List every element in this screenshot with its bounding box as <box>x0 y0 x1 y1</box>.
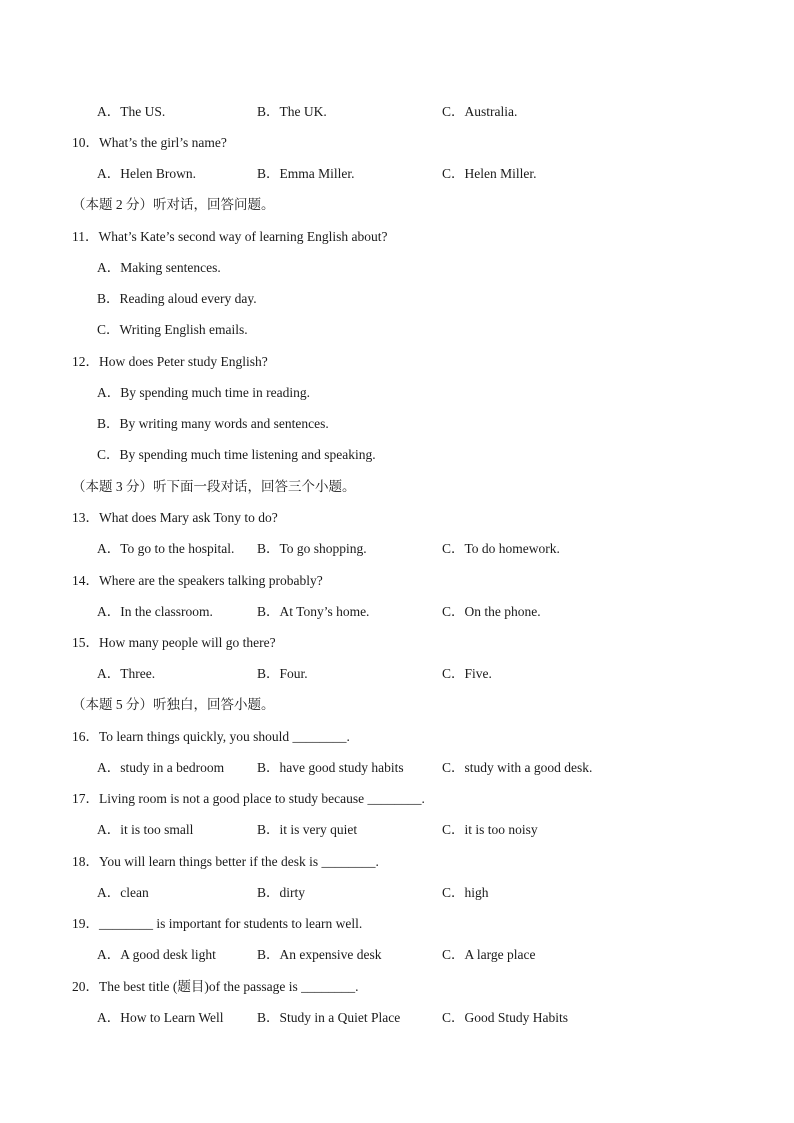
question-text: 12．How does Peter study English? <box>72 354 268 369</box>
option-a: A．To go to the hospital. <box>97 541 235 556</box>
option-a: A．study in a bedroom <box>97 760 225 775</box>
option-a: A．A good desk light <box>97 947 216 962</box>
option-b: B．The UK. <box>257 104 327 119</box>
option-b: B．it is very quiet <box>257 822 358 837</box>
option-b: B．An expensive desk <box>257 947 382 962</box>
option-c: C．Australia. <box>442 104 518 119</box>
option-a: A．The US. <box>97 104 166 119</box>
option-a: A．Three. <box>97 666 156 681</box>
question-text: 10．What’s the girl’s name? <box>72 135 227 150</box>
question-text: 17．Living room is not a good place to study because ________. <box>72 791 425 806</box>
question-text: 14．Where are the speakers talking probably? <box>72 573 323 588</box>
option-text: B．By writing many words and sentences. <box>97 416 329 431</box>
section-instruction: （本题 2 分）听对话，回答问题。 <box>72 197 275 212</box>
option-b: B．At Tony’s home. <box>257 604 370 619</box>
option-b: B．have good study habits <box>257 760 404 775</box>
option-a: A．it is too small <box>97 822 194 837</box>
option-text: A．Making sentences. <box>97 260 221 275</box>
option-b: B．Four. <box>257 666 308 681</box>
section-instruction: （本题 3 分）听下面一段对话，回答三个小题。 <box>72 479 356 494</box>
option-text: C．By spending much time listening and speaking. <box>97 447 376 462</box>
option-a: A．How to Learn Well <box>97 1010 224 1025</box>
question-text: 11．What’s Kate’s second way of learning English about? <box>72 229 388 244</box>
option-a: A．Helen Brown. <box>97 166 196 181</box>
option-a: A．In the classroom. <box>97 604 213 619</box>
option-a: A．clean <box>97 885 149 900</box>
option-b: B．Study in a Quiet Place <box>257 1010 401 1025</box>
question-text: 19．________ is important for students to learn well. <box>72 916 363 931</box>
question-text: 18．You will learn things better if the desk is ________. <box>72 854 379 869</box>
question-text: 16．To learn things quickly, you should ________. <box>72 729 350 744</box>
option-c: C．On the phone. <box>442 604 541 619</box>
option-text: C．Writing English emails. <box>97 322 248 337</box>
option-c: C．study with a good desk. <box>442 760 593 775</box>
option-c: C．A large place <box>442 947 536 962</box>
option-c: C．Five. <box>442 666 492 681</box>
option-b: B．To go shopping. <box>257 541 367 556</box>
section-instruction: （本题 5 分）听独白，回答小题。 <box>72 697 275 712</box>
option-b: B．Emma Miller. <box>257 166 355 181</box>
question-text: 20．The best title (题目)of the passage is ________. <box>72 979 359 994</box>
option-c: C．To do homework. <box>442 541 560 556</box>
option-b: B．dirty <box>257 885 306 900</box>
question-text: 15．How many people will go there? <box>72 635 276 650</box>
option-c: C．high <box>442 885 489 900</box>
option-c: C．it is too noisy <box>442 822 538 837</box>
option-c: C．Good Study Habits <box>442 1010 569 1025</box>
option-c: C．Helen Miller. <box>442 166 537 181</box>
option-text: B．Reading aloud every day. <box>97 291 257 306</box>
question-text: 13．What does Mary ask Tony to do? <box>72 510 278 525</box>
option-text: A．By spending much time in reading. <box>97 385 310 400</box>
